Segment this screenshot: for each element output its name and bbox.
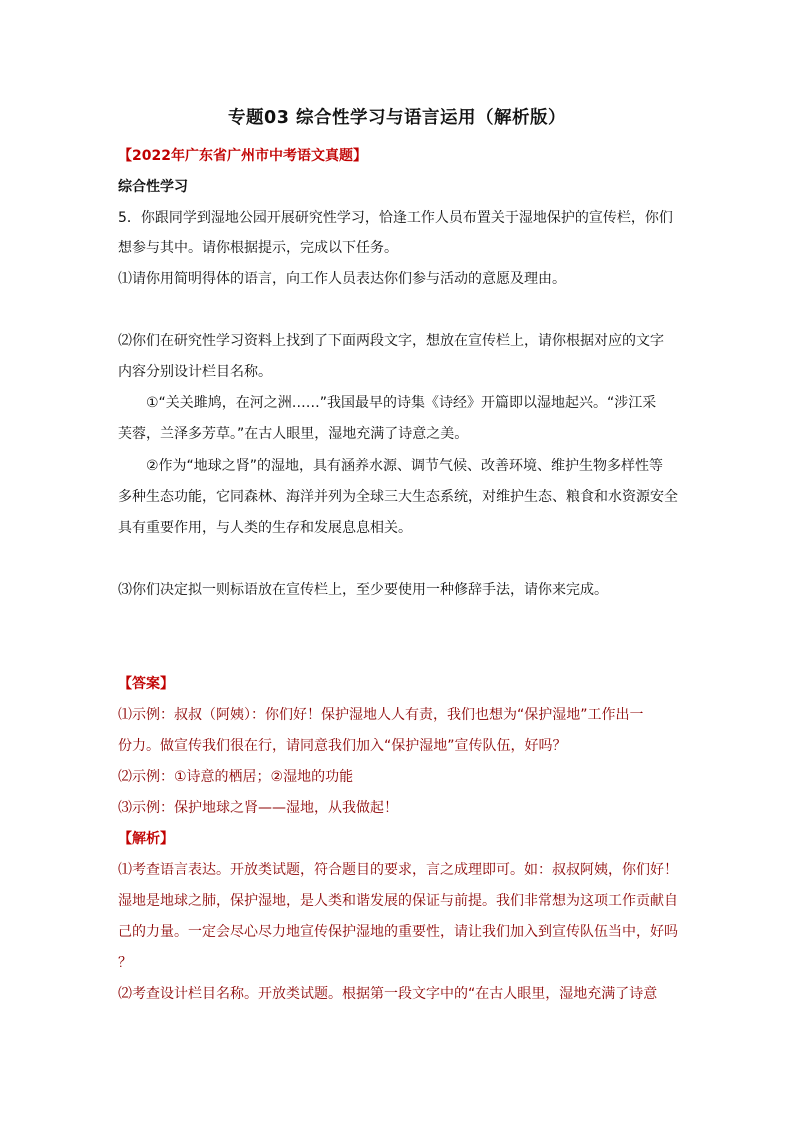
analysis-line: ？ <box>118 955 132 971</box>
answer-line: ⑶示例：保护地球之肾——湿地，从我做起！ <box>118 800 398 816</box>
question-line: 5．你跟同学到湿地公园开展研究性学习，恰逢工作人员布置关于湿地保护的宣传栏，你们 <box>118 210 673 226</box>
analysis-heading: 【解析】 <box>118 831 174 847</box>
passage-2-line: 具有重要作用，与人类的生存和发展息息相关。 <box>118 520 412 536</box>
task-3: ⑶你们决定拟一则标语放在宣传栏上，至少要使用一种修辞手法，请你来完成。 <box>118 582 608 598</box>
passage-2-line: 多种生态功能，它同森林、海洋并列为全球三大生态系统，对维护生态、粮食和水资源安全 <box>118 489 678 505</box>
answer-line: ⑴示例：叔叔（阿姨）：你们好！保护湿地人人有责，我们也想为“保护湿地”工作出一 <box>118 707 644 723</box>
task-2-line: ⑵你们在研究性学习资料上找到了下面两段文字，想放在宣传栏上，请你根据对应的文字 <box>118 333 664 349</box>
passage-1-line: 芙蓉，兰泽多芳草。”在古人眼里，湿地充满了诗意之美。 <box>118 426 469 442</box>
analysis-line: ⑴考查语言表达。开放类试题，符合题目的要求，言之成理即可。如：叔叔阿姨，你们好！ <box>118 862 678 878</box>
task-1: ⑴请你用简明得体的语言，向工作人员表达你们参与活动的意愿及理由。 <box>118 271 566 287</box>
task-2-line: 内容分别设计栏目名称。 <box>118 364 272 380</box>
passage-1-line: ①“关关雎鸠，在河之洲……”我国最早的诗集《诗经》开篇即以湿地起兴。“涉江采 <box>146 395 657 411</box>
page-title: 专题03 综合性学习与语言运用（解析版） <box>228 108 566 128</box>
analysis-line: 己的力量。一定会尽心尽力地宣传保护湿地的重要性，请让我们加入到宣传队伍当中，好吗 <box>118 924 678 940</box>
section-heading: 综合性学习 <box>118 179 188 195</box>
answer-line: 份力。做宣传我们很在行，请同意我们加入“保护湿地”宣传队伍，好吗？ <box>118 738 567 754</box>
source-label: 【2022年广东省广州市中考语文真题】 <box>118 148 367 164</box>
analysis-line: 湿地是地球之肺，保护湿地，是人类和谐发展的保证与前提。我们非常想为这项工作贡献自 <box>118 893 678 909</box>
passage-2-line: ②作为“地球之肾”的湿地，具有涵养水源、调节气候、改善环境、维护生物多样性等 <box>146 458 664 474</box>
analysis-line: ⑵考查设计栏目名称。开放类试题。根据第一段文字中的“在古人眼里，湿地充满了诗意 <box>118 986 658 1002</box>
answer-heading: 【答案】 <box>118 676 174 692</box>
answer-line: ⑵示例：①诗意的栖居；②湿地的功能 <box>118 769 354 785</box>
question-line: 想参与其中。请你根据提示，完成以下任务。 <box>118 240 398 256</box>
